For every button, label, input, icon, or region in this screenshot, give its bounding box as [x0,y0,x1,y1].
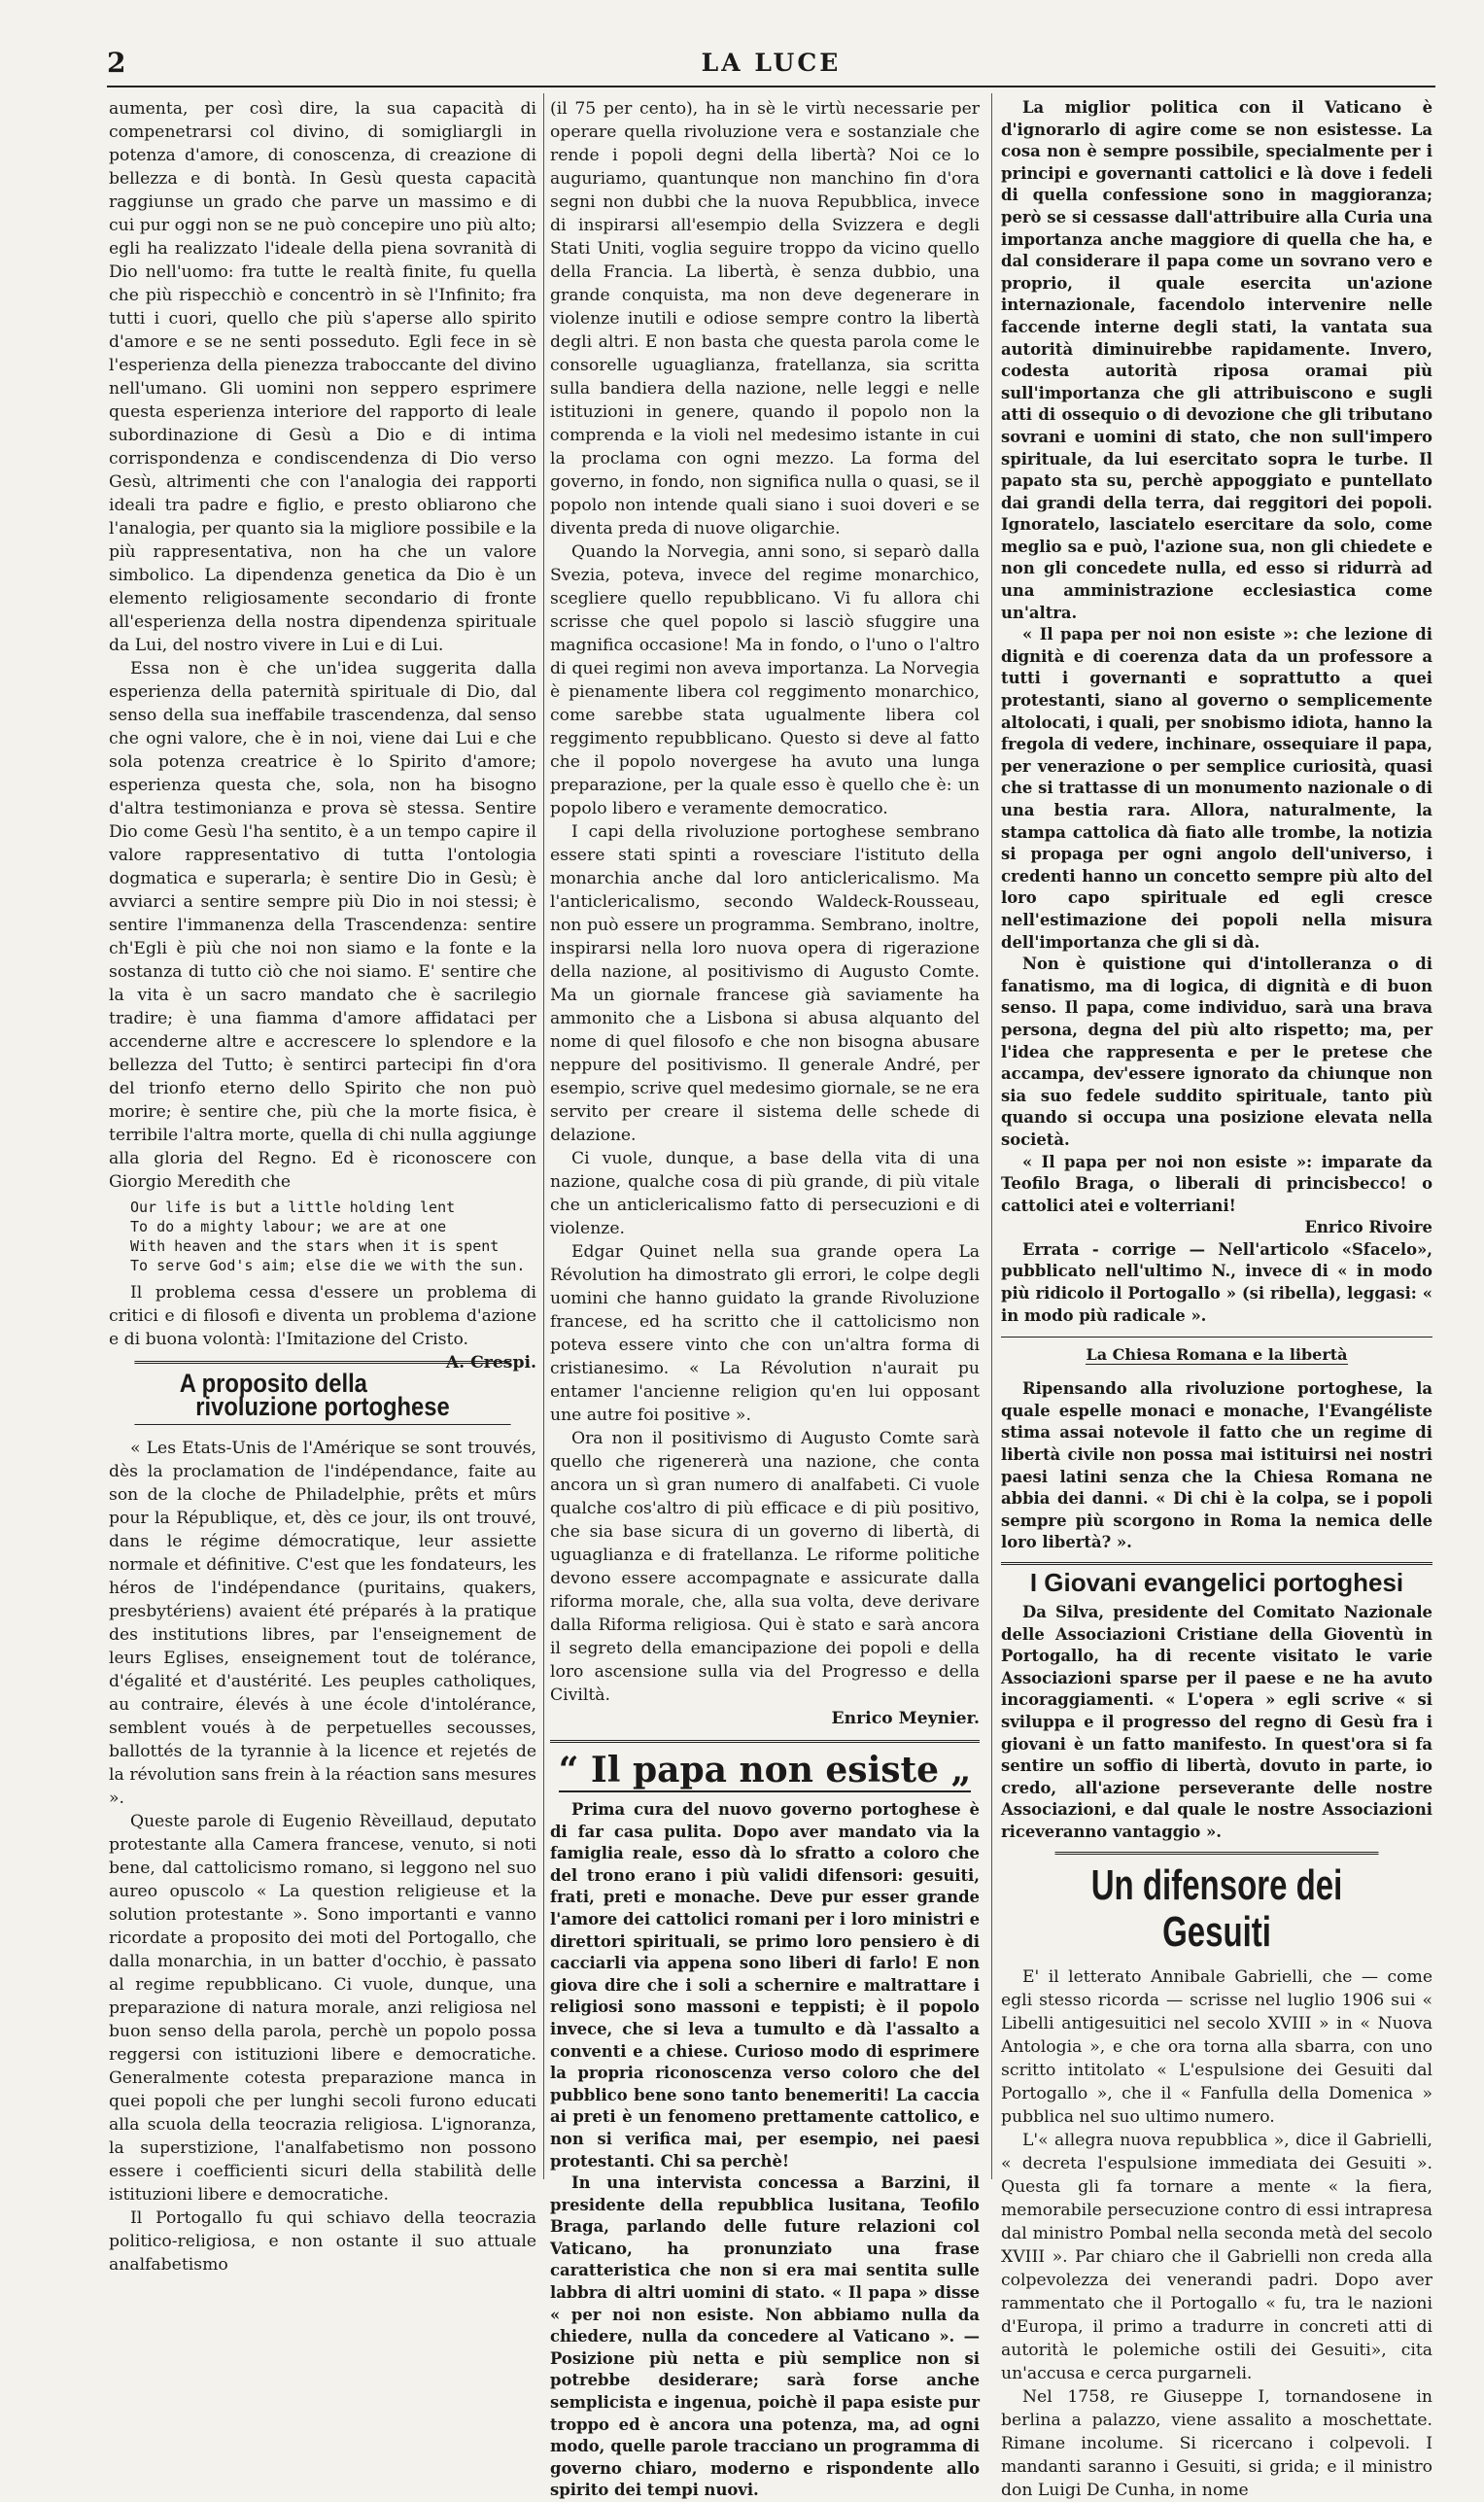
column-1 [109,97,536,2275]
article-headline [550,1740,980,1791]
paragraph: Da Silva, presidente del Comitato Nazionale delle Associazioni Cristiane della Gioventù in Portogallo, ha di recente visitato le varie Associazioni sparse per il paese e ne ha avuto incoraggiamenti. « L'opera » egli scrive « si sviluppa e il progresso del regno di Gesù fra i giovani è un fatto manifesto. In quest'ora si fa sentire un soffio di libertà, dovuto in parte, io credo, all'azione perseverante delle nostre Associazioni, e dal quale le nostre Associazioni riceveranno vantaggio ». [1001,1603,1432,1841]
article-headline: A proposito della rivoluzione portoghese [134,1361,510,1425]
article-headline: Un difensore dei Gesuiti [1055,1852,1379,1956]
paragraph: Nel 1758, re Giuseppe I, tornandosene in berlina a palazzo, viene assalito a moschettate. Rimane incolume. Si ricercano i colpevoli. I mandanti saranno i Gesuiti, si grida; e il ministro don Luigi De Cunha, in nome [1001,2386,1432,2500]
paragraph: « Il papa per noi non esiste »: che lezione di dignità e di coerenza data da un professore a tutti i governanti e soprattutto a quei protestanti, siano al governo o semplicemente altolocati, i quali, per snobismo idiota, hanno la fregola di vedere, inchinare, ossequiare il papa, per venerazione o per semplice curiosità, quasi che si trattasse di un monumento nazionale o di una bestia rara. Allora, naturalmente, la stampa cattolica dà fiato alle trombe, la notizia si propaga per ogni angolo dell'universo, i credenti hanno un concetto sempre più alto del loro capo spirituale ed egli cresce nell'estimazione dei popoli nella misura dell'importanza che gli si dà. [1001,625,1432,952]
poem-line: To do a mighty labour; we are at one [130,1218,447,1235]
paragraph: Il Portogallo fu qui schiavo della teocrazia politico-religiosa, e non ostante il suo attuale analfabetismo [109,2208,536,2275]
paragraph: « Les Etats-Unis de l'Amérique se sont trouvés, dès la proclamation de l'indépendance, faite au son de la cloche de Philadelphie, prêts et mûrs pour la République, et, dès ce jour, ils ont trouvé, dans le régime démocratique, leur assiette normale et définitive. C'est que les fondateurs, les héros de l'indépendance (puritains, quakers, presbytériens) avaient été préparés à la pratique des institutions libres, par l'enseignement de leurs Eglises, enseignement tout de tolérance, d'égalité et d'austérité. Les peuples catholiques, au contraire, élevés à une école d'intolérance, semblent voués à de perpetuelles secousses, ballottés de la tyrannie à la licence et rejetés de la révolution sans frein à la réaction sans mesures ». [109,1439,536,1808]
paragraph: E' il letterato Annibale Gabrielli, che — come egli stesso ricorda — scrisse nel luglio 1906 sui « Libelli antigesuitici nel secolo XVIII » in « Nuova Antologia », e che ora torna alla sbarra, con uno scritto intitolato « L'espulsione dei Gesuiti dal Portogallo », che il « Fanfulla della Domenica » pubblica nel suo ultimo numero. [1001,1966,1432,2127]
column-2 [550,97,980,2500]
paragraph: Ora non il positivismo di Augusto Comte sarà quello che rigenererà una nazione, che conta ancora un sì gran numero di analfabeti. Ci vuole qualche cos'altro di più efficace e di più positivo, che sia base sicura di un governo di libertà, di uguaglianza e di fratellanza. Le riforme politiche devono essere accompagnate e assicurate dalla riforma morale, che, alla sua volta, deve derivare dalla Riforma religiosa. Qui è stato e sarà ancora il segreto della emancipazione dei popoli e della loro ascensione sulla via del Progresso e della Civiltà. [550,1429,980,1705]
poem-line: To serve God's aim; else die we with the sun. [130,1257,526,1274]
paragraph: « Il papa per noi non esiste »: imparate da Teofilo Braga, o liberali di princisbecco! o cattolici atei e volterriani! [1001,1152,1432,1215]
errata-note: Errata - corrige — Nell'articolo «Sfacelo», pubblicato nell'ultimo N., invece di « in modo più ridicolo il Portogallo » (si ribella), leggasi: « in modo più radicale ». [1001,1239,1432,1325]
author-signature: A. Crespi. [445,1353,536,1373]
author-signature: Enrico Meynier. [831,1709,980,1728]
article-headline [1001,1337,1432,1371]
page-header [107,47,1435,87]
headline-text: La Chiesa Romana e la libertà [1086,1345,1348,1365]
paragraph: Essa non è che un'idea suggerita dalla esperienza della paternità spirituale di Dio, dal senso della sua ineffabile trascendenza, dal senso che ogni valore, che è in noi, viene dai Lui e che sola potenza creatrice è lo Spirito d'amore; esperienza questa che, sola, non ha bisogno d'altra testimonianza e prova sè stessa. Sentire Dio come Gesù l'ha sentito, è a un tempo capire il valore rappresentativo di tutta l'ontologia dogmatica e superarla; è sentire Dio in Gesù; è avviarci a sentire sempre più Dio in noi stessi; è sentire l'immanenza della Trascendenza: sentire ch'Egli è più che noi non siamo e la fonte e la sostanza di tutto ciò che noi siamo. E' sentire che la vita è un sacro mandato che è sacrilegio tradire; è una fiamma d'amore affidataci per accenderne altre e accrescere lo splendore e la bellezza del Tutto; è sentirci partecipi fin d'ora del trionfo eterno dello Spirito che non può morire; è sentire che, più che la morte fisica, è terribile l'altra morte, quella di chi nulla aggiunge alla gloria del Regno. Ed è riconoscere con Giorgio Meredith che [109,659,536,1192]
poem-line: Our life is but a little holding lent [130,1199,456,1216]
paragraph: Edgar Quinet nella sua grande opera La Révolution ha dimostrato gli errori, le colpe degli uomini che hanno guidato la grande Rivoluzione francese, ed ha scritto che il cattolicismo non poteva essere vinto che con un'altra forma di cristianesimo. « La Révolution n'aurait pu entamer l'ancienne religion qu'en lui opposant une autre foi positive ». [550,1242,980,1425]
paragraph: Quando la Norvegia, anni sono, si separò dalla Svezia, poteva, invece del regime monarchico, scegliere quello repubblicano. Vi fu allora chi scrisse che quel popolo si lasciò sfuggire una magnifica occasione! Ma in fondo, o l'uno o l'altro di quei regimi non aveva importanza. La Norvegia è pienamente libera col reggimento monarchico, come sarebbe stata ugualmente libera col reggimento repubblicano. Questo si deve al fatto che il popolo novergese ha avuto una lunga preparazione, per la quale esso è quello che è: un popolo libero e veramente democratico. [550,542,980,818]
page-number: 2 [107,47,126,79]
column-rule [543,93,544,2179]
poem-quote [130,1198,536,1275]
paragraph: L'« allegra nuova repubblica », dice il Gabrielli, « decreta l'espulsione immediata dei Gesuiti ». Questa gli fa tornare a mente « la fiera, memorabile persecuzione contro di essi intrapresa dal ministro Pombal nella seconda metà del secolo XVIII ». Par chiaro che il Gabrielli non creda alla colpevolezza dei venerandi padri. Dopo aver rammentato che il Portogallo « fu, tra le nazioni d'Europa, il primo a tradurre in concreti atti di autorità le polemiche ostili dei Gesuiti», cita un'accusa e cerca purgarneli. [1001,2130,1432,2383]
paragraph: In una intervista concessa a Barzini, il presidente della repubblica lusitana, Teofilo Braga, parlando delle future relazioni col Vaticano, ha pronunziato una frase caratteristica che non si era mai sentita sulle labbra di altri uomini di stato. « Il papa » disse « per noi non esiste. Non abbiamo nulla da chiedere, nulla da concedere al Vaticano ». — Posizione più netta e più semplice non si potrebbe desiderare; sarà forse anche semplicista e ingenua, poichè il papa esiste pur troppo ed è ancora una potenza, ma, ad ogni modo, quelle parole tracciano un programma di governo chiaro, moderno e rispondente allo spirito dei tempi nuovi. [550,2173,980,2500]
poem-line: With heaven and the stars when it is spent [130,1237,500,1255]
column-3 [1001,97,1432,2500]
article-headline: I Giovani evangelici portoghesi [1001,1562,1432,1594]
paragraph: aumenta, per così dire, la sua capacità di compenetrarsi col divino, di somigliargli in potenza d'amore, di conoscenza, di creazione di bellezza e di bontà. In Gesù questa capacità raggiunse un grado che parve un massimo e di cui pur oggi non se ne può concepire uno più alto; egli ha realizzato l'ideale della piena sovranità di Dio nell'uomo: fra tutte le realtà finite, fu quella che più rispecchiò e concentrò in sè l'Infinito; fra tutti i cuori, quello che più s'aperse allo spirito d'amore e se ne senti posseduto. Egli fece in sè l'esperienza della pienezza traboccante del divino nell'umano. Gli uomini non seppero esprimere questa esperienza interiore del rapporto di leale subordinazione di Gesù a Dio e di intima corrispondenza e condiscendenza di Dio verso Gesù, altrimenti che con l'analogia dei rapporti ideali tra padre e figlio, e presto obliarono che l'analogia, per quanto sia la migliore possibile e la più rappresentativa, non ha che un valore simbolico. La dipendenza genetica da Dio è un elemento religiosamente secondario di fronte all'esperienza della nostra dipendenza spirituale da Lui, del nostro vivere in Lui e di Lui. [109,99,536,655]
paragraph: (il 75 per cento), ha in sè le virtù necessarie per operare quella rivoluzione vera e sostanziale che rende i popoli degni della libertà? Noi ce lo auguriamo, quantunque non manchino fin d'ora segni non dubbi che la nuova Repubblica, invece di inspirarsi all'esempio della Svizzera e degli Stati Uniti, voglia seguire troppo da vicino quello della Francia. La libertà, è senza dubbio, una grande conquista, ma non deve degenerare in violenze inutili e odiose sempre contro la libertà degli altri. E non basta che questa parola come le consorelle uguaglianza, fratellanza, sia scritta sulla bandiera della nazione, nelle leggi e nelle istituzioni in genere, quando il popolo non la comprenda e la violi nel medesimo istante in cui la proclama con ogni mezzo. La forma del governo, in fondo, non significa nulla o quasi, se il popolo non intende quali siano i suoi doveri e se diventa preda di nuove oligarchie. [550,99,980,539]
paragraph: I capi della rivoluzione portoghese sembrano essere stati spinti a rovesciare l'istituto della monarchia anche dal loro anticlericalismo. Ma l'anticlericalismo, secondo Waldeck-Rousseau, non può essere un programma. Sembrano, inoltre, inspirarsi nella loro nuova opera di rigerazione della nazione, al positivismo di Augusto Comte. Ma un giornale francese già saviamente ha ammonito che a Lisbona si abusa alquanto del nome di quel filosofo e che non bisogna abusare neppure del positivismo. Il generale André, per esempio, scrive quel medesimo giornale, se ne era servito per creare il sistema delle schede di delazione. [550,822,980,1145]
paragraph: Non è quistione qui d'intolleranza o di fanatismo, ma di logica, di dignità e di buon senso. Il papa, come individuo, sarà una brava persona, degna del più alto rispetto; ma, per l'idea che rappresenta e per le pretese che accampa, dev'essere ignorato da chiunque non sia suo fedele suddito spirituale, tanto più quando si occupa una posizione elevata nella società. [1001,955,1432,1149]
headline-text: “ Il papa non esiste „ [558,1750,972,1790]
paragraph: Ci vuole, dunque, a base della vita di una nazione, qualche cosa di più grande, di più vitale che un anticlericalismo fatto di persecuzioni e di violenze. [550,1149,980,1238]
column-rule [991,93,992,2179]
paragraph-text: Il problema cessa d'essere un problema di critici e di filosofi e diventa un problema d'azione e di buona volontà: l'Imitazione del Cristo. [109,1283,536,1349]
paragraph: Prima cura del nuovo governo portoghese è di far casa pulita. Dopo aver mandato via la famiglia reale, esso dà lo sfratto a coloro che del trono erano i più validi difensori: gesuiti, frati, preti e monache. Deve pur esser grande l'amore dei cattolici romani per i loro ministri e direttori spirituali, se primo loro pensiero è di cacciarli via appena sono liberi di farlo! E non giova dire che i soli a schernire e maltrattare i religiosi sono massoni e teppisti; è il popolo invece, che si leva a tumulto e dà l'assalto a conventi e a chiese. Curioso modo di esprimere la propria riconoscenza verso coloro che del pubblico bene sono tanto benemeriti! La caccia ai preti è un fenomeno prettamente cattolico, e non si verifica mai, per esempio, nei paesi protestanti. Chi sa perchè! [550,1800,980,2171]
paragraph: Ripensando alla rivoluzione portoghese, la quale espelle monaci e monache, l'Evangéliste stima assai notevole il fatto che un regime di libertà civile non possa mai istituirsi nei nostri paesi latini senza che la Chiesa Romana ne abbia dei danni. « Di chi è la colpa, se i popoli sempre più scorgono in Roma la nemica delle loro libertà? ». [1001,1379,1432,1552]
paragraph [109,1281,536,1373]
newspaper-title: LA LUCE [701,49,842,77]
paragraph: La miglior politica con il Vaticano è d'ignorarlo di agire come se non esistesse. La cosa non è sempre possibile, specialmente per i principi e governanti cattolici e là dove i fedeli di quella confessione sono in maggioranza; però se si cessasse dall'attribuire alla Curia una importanza anche maggiore di quella che ha, e dal considerare il papa come un sovrano vero e proprio, il quale esercita un'azione internazionale, facendolo intervenire nelle faccende interne degli stati, la vantata sua autorità diminuirebbe rapidamente. Invero, codesta autorità riposa oramai più sull'importanza che gli attribuiscono e sugli atti di ossequio o di devozione che gli tributano sovrani e uomini di stato, che non sull'impero spirituale, da lui esercitato sopra le turbe. Il papato sta su, perchè appoggiato e puntellato dai grandi della terra, dai reggitori dei popoli. Ignoratelo, lasciatelo esercitare da solo, come meglio sa e può, l'azione sua, non gli chiedete e non gli concedete nulla, ed esso si ridurrà ad una amministrazione ecclesiastica come un'altra. [1001,98,1432,622]
paragraph: Queste parole di Eugenio Rèveillaud, deputato protestante alla Camera francese, venuto, si noti bene, dal cattolicismo romano, si leggono nel suo aureo opuscolo « La question religieuse et la solution protestante ». Sono importanti e vanno ricordate a proposito dei moti del Portogallo, che dalla monarchia, in un batter d'occhio, è passato al regime repubblicano. Ci vuole, dunque, una preparazione di natura morale, anzi religiosa nel buon senso della parola, perchè un popolo possa reggersi con istituzioni libere e democratiche. Generalmente cotesta preparazione manca in quei popoli che per lunghi secoli furono educati alla scuola della teocrazia religiosa. L'ignoranza, la superstizione, l'analfabetismo non possono essere i coefficienti sicuri della stabilità delle istituzioni libere e democratiche. [109,1812,536,2205]
author-signature: Enrico Rivoire [1304,1218,1432,1237]
